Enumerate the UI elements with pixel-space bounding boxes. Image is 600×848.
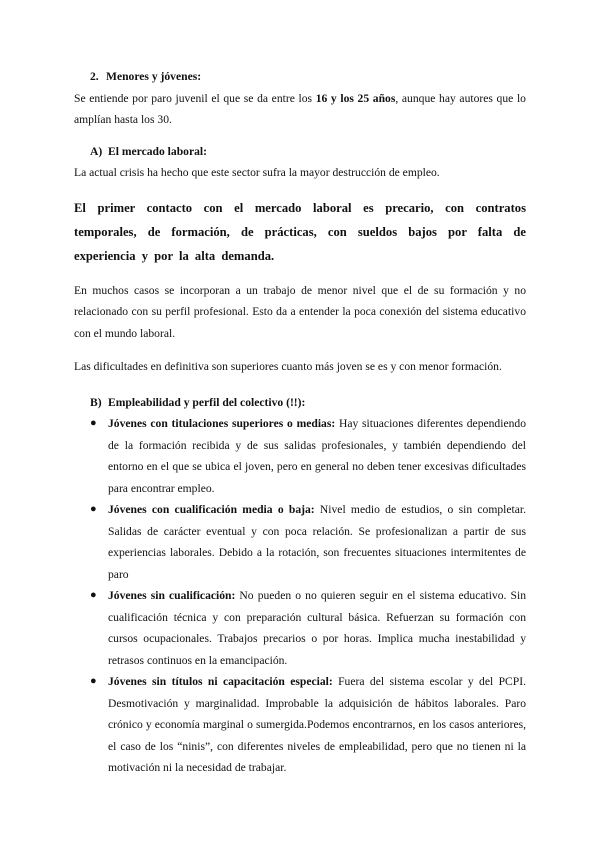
subsection-heading-empleabilidad — [74, 392, 526, 414]
subsection-heading-mercado — [74, 141, 526, 163]
intro-age-range: 16 y los 25 años — [315, 91, 396, 105]
list-item-text: No pueden o no quieren seguir en el sistema educativo. Sin cualificación técnica y con preparación cultural básica. Refuerzan su formación con cursos ocupacionales. Trabajos precarios o por horas. Implica mucha inestabilidad y retrasos continuos en la emancipación. — [108, 589, 526, 667]
list-item — [74, 671, 526, 779]
document-body — [74, 66, 526, 779]
intro-text-end: , aunque hay autores que lo amplían hasta los 30. — [74, 91, 526, 126]
subsection-letter: B) — [90, 395, 102, 409]
mercado-text: La actual crisis ha hecho que este sector sufra la mayor destrucción de empleo. — [74, 166, 440, 179]
subsection-title: Empleabilidad y perfil del colectivo (!!): — [108, 395, 306, 409]
paragraph-dificultades: Las dificultades en definitiva son superiores cuanto más joven se es y con menor formación. — [74, 360, 502, 373]
bullet-icon: ● — [90, 589, 97, 601]
bold-paragraph-precario: El primer contacto con el mercado laboral es precario, con contratos temporales, de formación, de prácticas, con sueldos bajos por falta de experiencia y por la alta demanda. — [74, 200, 526, 263]
bullet-icon: ● — [90, 417, 97, 429]
list-item — [74, 413, 526, 499]
section-heading-menores — [74, 66, 526, 88]
section-intro — [74, 88, 526, 131]
list-item-label: Jóvenes sin cualificación: — [108, 589, 236, 602]
section-title: Menores y jóvenes: — [106, 70, 202, 83]
list-item — [74, 585, 526, 671]
section-number: 2. — [90, 70, 99, 83]
list-item-label: Jóvenes con titulaciones superiores o medias: — [108, 417, 336, 430]
list-item-text: Hay situaciones diferentes dependiendo de la formación recibida y de sus salidas profesionales, y también dependiendo del entorno en el que se ubica el joven, pero en general no deben tener excesivas dificultades para encontrar empleo. — [108, 417, 526, 495]
list-item-label: Jóvenes con cualificación media o baja: — [108, 503, 315, 516]
bullet-icon: ● — [90, 503, 97, 515]
subsection-title: El mercado laboral: — [108, 144, 207, 158]
paragraph-menor-nivel: En muchos casos se incorporan a un trabajo de menor nivel que el de su formación y no relacionado con su perfil profesional. Esto da a entender la poca conexión del sistema educativo con el mundo laboral. — [74, 283, 526, 340]
subsection-letter: A) — [90, 144, 103, 158]
list-item-label: Jóvenes sin títulos ni capacitación especial: — [108, 675, 333, 688]
bullet-icon: ● — [90, 675, 97, 687]
list-item-text: Fuera del sistema escolar y del PCPI. Desmotivación y marginalidad. Improbable la adquisición de hábitos laborales. Paro crónico y economía marginal o sumergida.Podemos encontrarnos, en los casos anteriores, el caso de los “ninis”, con diferentes niveles de empleabilidad, pero que no tienen ni la motivación ni la necesidad de trabajar. — [108, 675, 526, 774]
profile-list — [74, 413, 526, 779]
list-item-text: Nivel medio de estudios, o sin completar. Salidas de carácter eventual y con poca relación. Se profesionalizan a partir de sus experiencias laborales. Debido a la rotación, son frecuentes situaciones intermitentes de paro — [108, 503, 526, 581]
list-item — [74, 499, 526, 585]
intro-text-start: Se entiende por paro juvenil el que se da entre los — [74, 91, 316, 105]
